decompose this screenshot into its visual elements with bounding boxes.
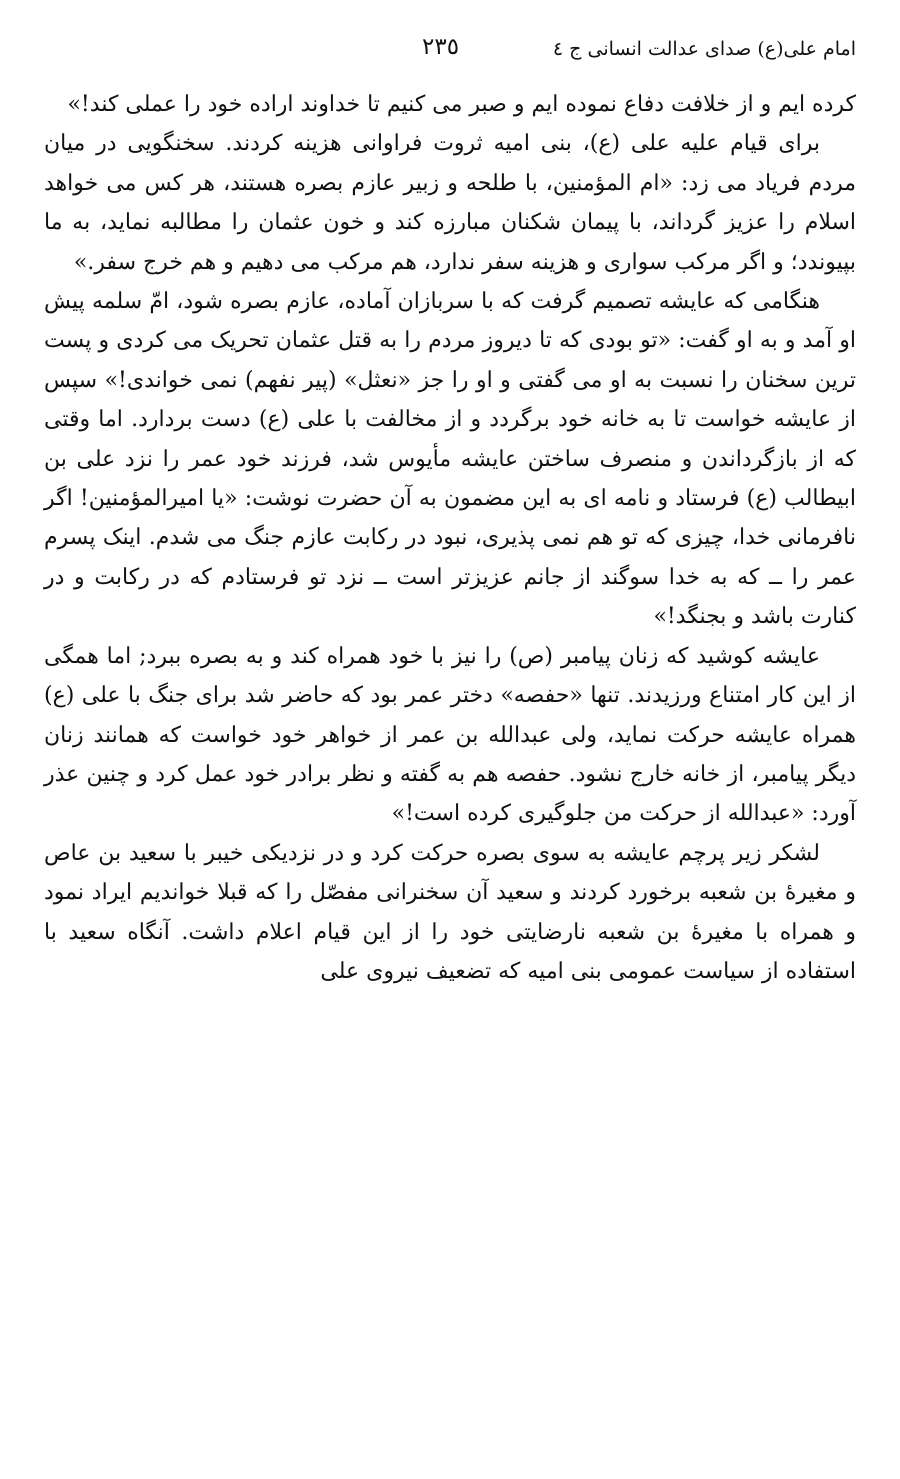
paragraph: هنگامی که عایشه تصمیم گرفت که با سربازان آماده، عازم بصره شود، امّ سلمه پیش او آمد و به او گفت: «تو بودی که تا دیروز مردم را به قتل عثمان تحریک می کردی و پست ترین سخنان را نسبت به او می گفتی و او را جز «نعثل» (پیر نفهم) نمی خواندی!» سپس از عایشه خواست تا به خانه خود برگردد و از مخالفت با علی (ع) دست بردارد. اما وقتی که از بازگرداندن و منصرف ساختن عایشه مأیوس شد، فرزند خود عمر را نزد علی بن ابیطالب (ع) فرستاد و نامه ای به این مضمون به آن حضرت نوشت: «یا امیرالمؤمنین! اگر نافرمانی خدا، چیزی که تو هم نمی پذیری، نبود در رکابت عازم جنگ می شدم. اینک پسرم عمر را ــ که به خدا سوگند از جانم عزیزتر است ــ نزد تو فرستادم که در رکابت و در کنارت باشد و بجنگد!» xyxy=(44,289,856,630)
paragraph: لشکر زیر پرچم عایشه به سوی بصره حرکت کرد و در نزدیکی خیبر با سعید بن عاص و مغیرهٔ بن شعبه برخورد کردند و سعید آن سخنرانی مفصّل را که قبلا خواندیم ایراد نمود و همراه با مغیرهٔ بن شعبه نارضایتی خود را از این قیام اعلام داشت. آنگاه سعید با استفاده از سیاست عمومی بنی امیه که تضعیف نیروی علی xyxy=(44,840,856,984)
running-title: امام علی(ع) صدای عدالت انسانی ج ٤ xyxy=(552,38,856,60)
body-text xyxy=(44,85,856,991)
paragraph-continuation: کرده ایم و از خلافت دفاع نموده ایم و صبر می کنیم تا خداوند اراده خود را عملی کند!» xyxy=(67,92,856,117)
paragraph: برای قیام علیه علی (ع)، بنی امیه ثروت فراوانی هزینه کردند. سخنگویی در میان مردم فریاد می زد: «ام المؤمنین، با طلحه و زبیر عازم بصره هستند، هر کس می خواهد اسلام را عزیز گرداند، با پیمان شکنان مبارزه کند و خون عثمان را مطالبه نماید، به ما بپیوندد؛ و اگر مرکب سواری و هزینه سفر ندارد، هم مرکب می دهیم و هم خرج سفر.» xyxy=(44,131,856,275)
page-header xyxy=(0,34,900,74)
paragraph: عایشه کوشید که زنان پیامبر (ص) را نیز با خود همراه کند و به بصره ببرد; اما همگی از این کار امتناع ورزیدند. تنها «حفصه» دختر عمر بود که حاضر شد برای جنگ با علی (ع) همراه عایشه حرکت نماید، ولی عبدالله بن عمر از خواهر خود خواست که همانند زنان دیگر پیامبر، از خانه خارج نشود. حفصه هم به گفته و نظر برادر خود عمل کرد و چنین عذر آورد: «عبدالله از حرکت من جلوگیری کرده است!» xyxy=(44,643,856,827)
page-number: ٢٣٥ xyxy=(422,34,460,60)
